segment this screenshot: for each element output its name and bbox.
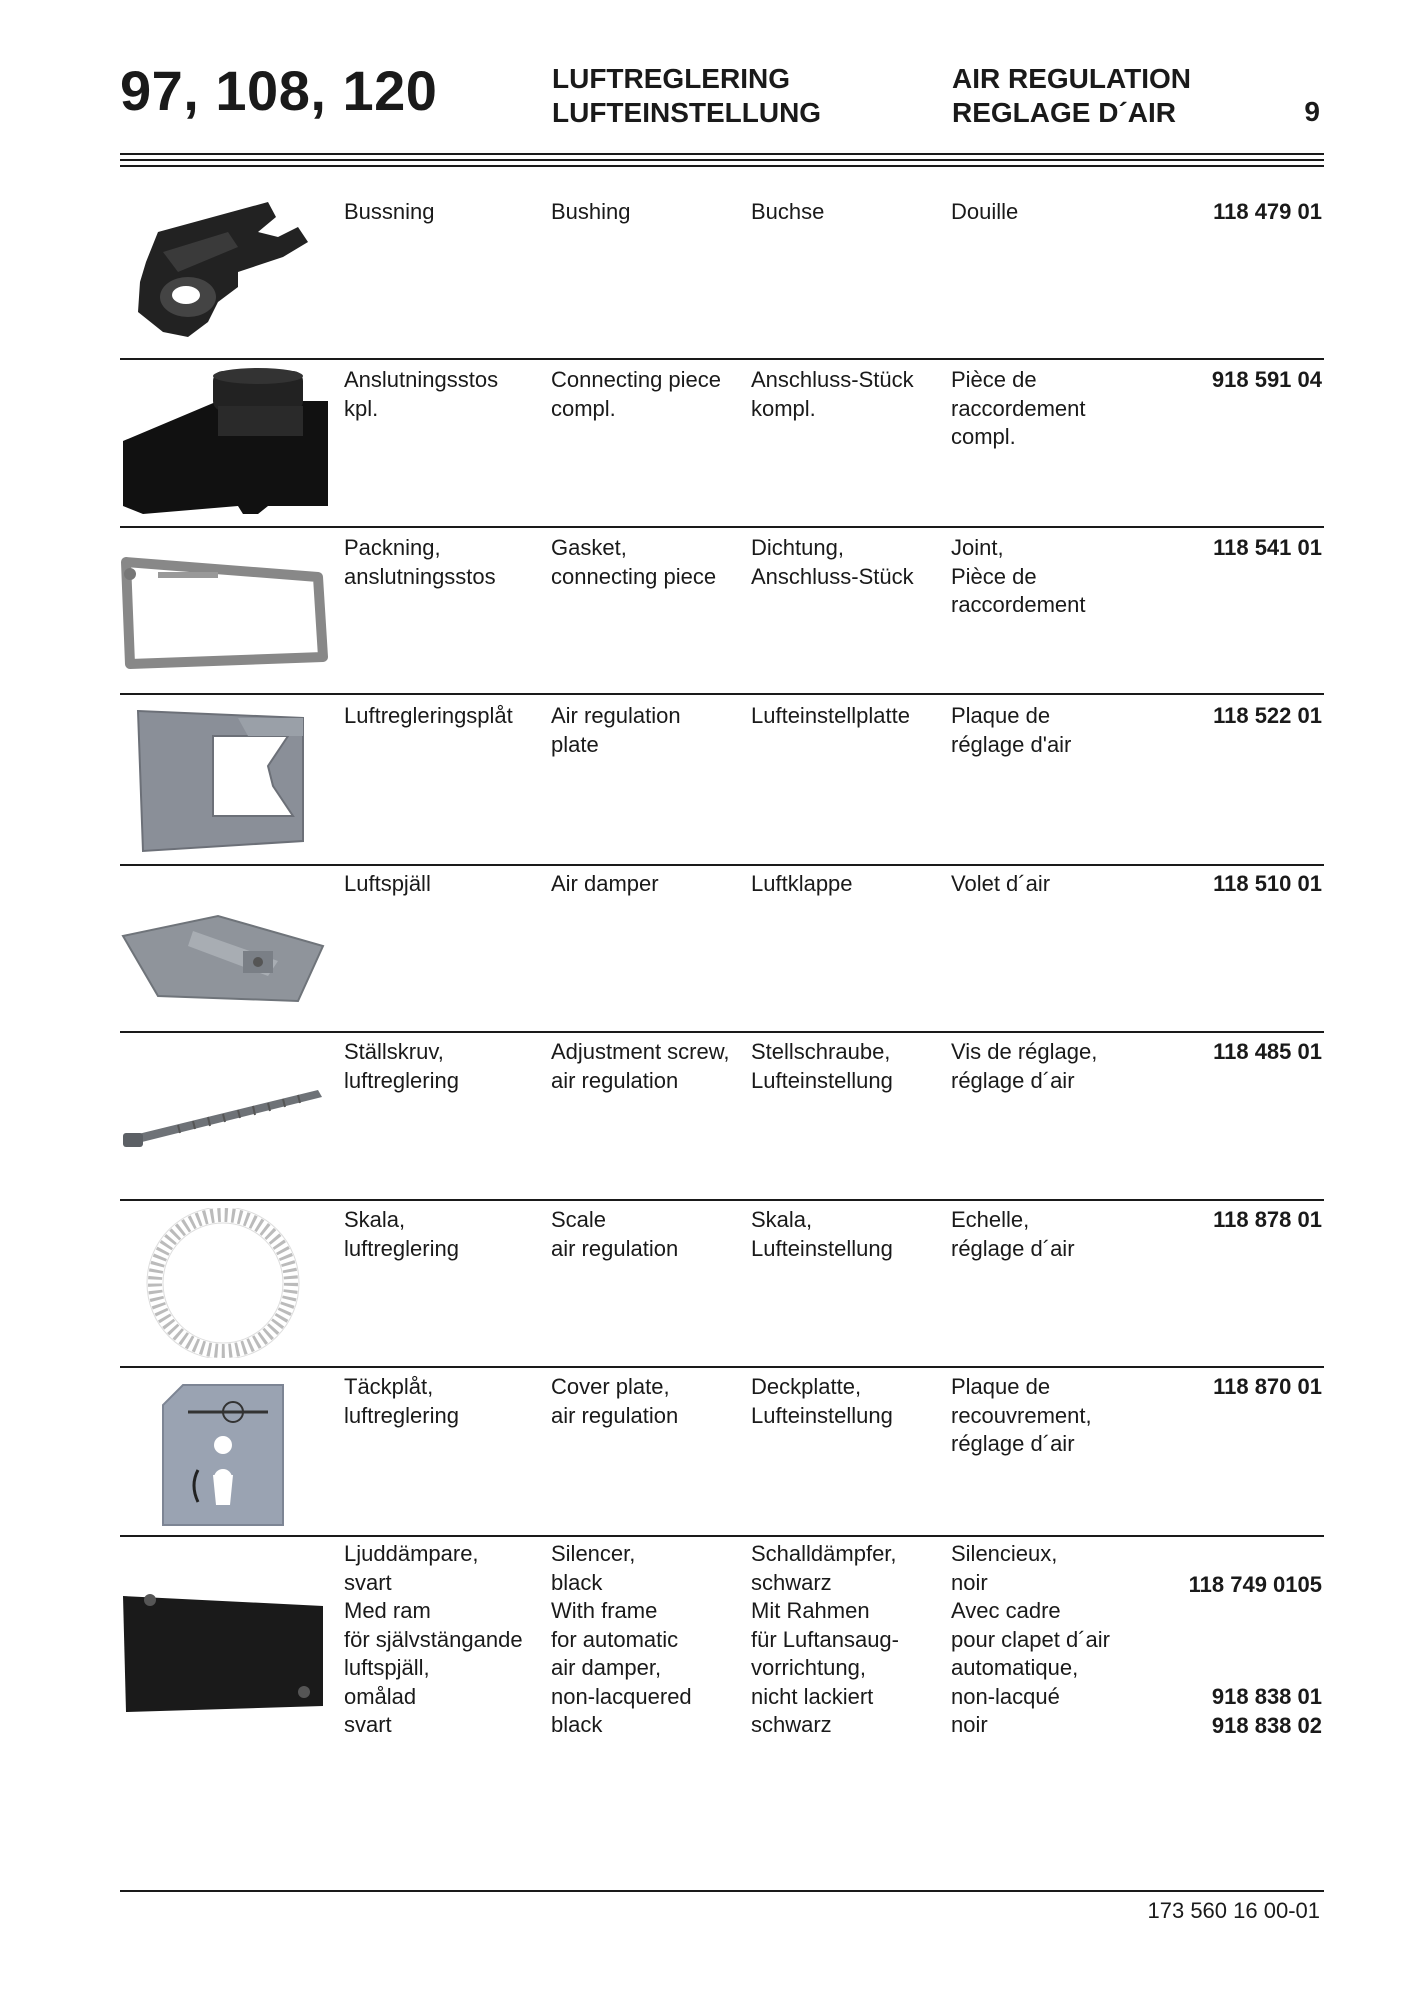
part-name-sv: Anslutningsstos kpl. <box>344 367 499 421</box>
part-number: 918 838 01 <box>1211 1684 1322 1709</box>
header-divider <box>120 165 1324 167</box>
part-number: 118 749 0105 <box>1188 1572 1322 1597</box>
part-name-fr: Plaque de recouvrement, réglage d´air <box>951 1374 1092 1456</box>
part-name-sv: Luftspjäll <box>344 871 431 896</box>
header-divider <box>120 159 1324 161</box>
part-name-sv: Packning, anslutningsstos <box>344 535 496 589</box>
part-name-sv: Ljuddämpare, svart Med ram för självstängande luftspjäll, omålad svart <box>344 1541 523 1737</box>
part-name-de: Skala, Lufteinstellung <box>751 1207 893 1261</box>
title-english-french <box>952 62 1191 130</box>
part-name-sv: Luftregleringsplåt <box>344 703 513 728</box>
part-name-fr: Volet d´air <box>951 871 1051 896</box>
part-name-de: Deckplatte, Lufteinstellung <box>751 1374 893 1428</box>
part-name-en: Air damper <box>551 871 659 896</box>
row-divider <box>120 526 1324 528</box>
part-name-sv: Skala, luftreglering <box>344 1207 459 1261</box>
part-name-en: Silencer, black With frame for automatic air damper, non-lacquered black <box>551 1541 692 1737</box>
part-name-fr: Pièce de raccordement compl. <box>951 367 1086 449</box>
scale-image <box>118 1208 328 1358</box>
title-swedish: LUFTREGLERING <box>552 63 790 94</box>
part-number: 118 479 01 <box>1213 199 1322 224</box>
part-number: 118 541 01 <box>1213 535 1322 560</box>
part-name-de: Stellschraube, Lufteinstellung <box>751 1039 893 1093</box>
title-french: REGLAGE D´AIR <box>952 97 1176 128</box>
silencer-image <box>118 1588 328 1716</box>
row-divider <box>120 1031 1324 1033</box>
part-number: 118 522 01 <box>1213 703 1322 728</box>
gasket-image <box>118 552 328 672</box>
row-divider <box>120 358 1324 360</box>
row-divider <box>120 693 1324 695</box>
part-name-sv: Täckplåt, luftreglering <box>344 1374 459 1428</box>
row-divider <box>120 1366 1324 1368</box>
adjustment-screw-image <box>118 1075 328 1155</box>
row-divider <box>120 1535 1324 1537</box>
part-name-de: Dichtung, Anschluss-Stück <box>751 535 914 589</box>
part-number: 918 591 04 <box>1211 367 1322 392</box>
part-name-en: Connecting piece compl. <box>551 367 722 421</box>
row-divider <box>120 1199 1324 1201</box>
part-name-sv: Ställskruv, luftreglering <box>344 1039 459 1093</box>
header-divider <box>120 153 1324 155</box>
part-number: 118 878 01 <box>1213 1207 1322 1232</box>
part-name-en: Air regulation plate <box>551 703 681 757</box>
part-name-fr: Douille <box>951 199 1019 224</box>
model-numbers: 97, 108, 120 <box>120 59 438 122</box>
part-name-fr: Vis de réglage, réglage d´air <box>951 1039 1098 1093</box>
title-swedish-german <box>552 62 821 130</box>
connecting-piece-image <box>118 366 328 520</box>
part-name-en: Adjustment screw, air regulation <box>551 1039 730 1093</box>
part-name-en: Cover plate, air regulation <box>551 1374 679 1428</box>
part-name-en: Scale air regulation <box>551 1207 679 1261</box>
bushing-image <box>118 192 328 352</box>
part-name-de: Lufteinstellplatte <box>751 703 910 728</box>
footer-divider <box>120 1890 1324 1892</box>
part-name-en: Bushing <box>551 199 631 224</box>
title-german: LUFTEINSTELLUNG <box>552 97 822 128</box>
part-name-fr: Echelle, réglage d´air <box>951 1207 1075 1261</box>
part-name-fr: Joint, Pièce de raccordement <box>951 535 1086 617</box>
air-damper-image <box>118 906 328 1006</box>
part-name-fr: Silencieux, noir Avec cadre pour clapet d´air automatique, non-lacqué noir <box>951 1541 1110 1737</box>
part-name-sv: Bussning <box>344 199 435 224</box>
part-number: 918 838 02 <box>1211 1713 1322 1738</box>
part-number: 118 485 01 <box>1213 1039 1322 1064</box>
part-name-de: Buchse <box>751 199 825 224</box>
part-name-en: Gasket, connecting piece <box>551 535 717 589</box>
part-number: 118 510 01 <box>1213 871 1322 896</box>
part-name-de: Schalldämpfer, schwarz Mit Rahmen für Luftansaug- vorrichtung, nicht lackiert schwarz <box>751 1541 899 1737</box>
part-name-fr: Plaque de réglage d'air <box>951 703 1072 757</box>
cover-plate-image <box>118 1380 328 1530</box>
part-name-de: Anschluss-Stück kompl. <box>751 367 914 421</box>
air-regulation-plate-image <box>118 706 328 856</box>
part-name-de: Luftklappe <box>751 871 853 896</box>
row-divider <box>120 864 1324 866</box>
document-number: 173 560 16 00-01 <box>1147 1898 1320 1923</box>
title-english: AIR REGULATION <box>952 63 1192 94</box>
page-number: 9 <box>1304 96 1320 127</box>
part-number: 118 870 01 <box>1213 1374 1322 1399</box>
